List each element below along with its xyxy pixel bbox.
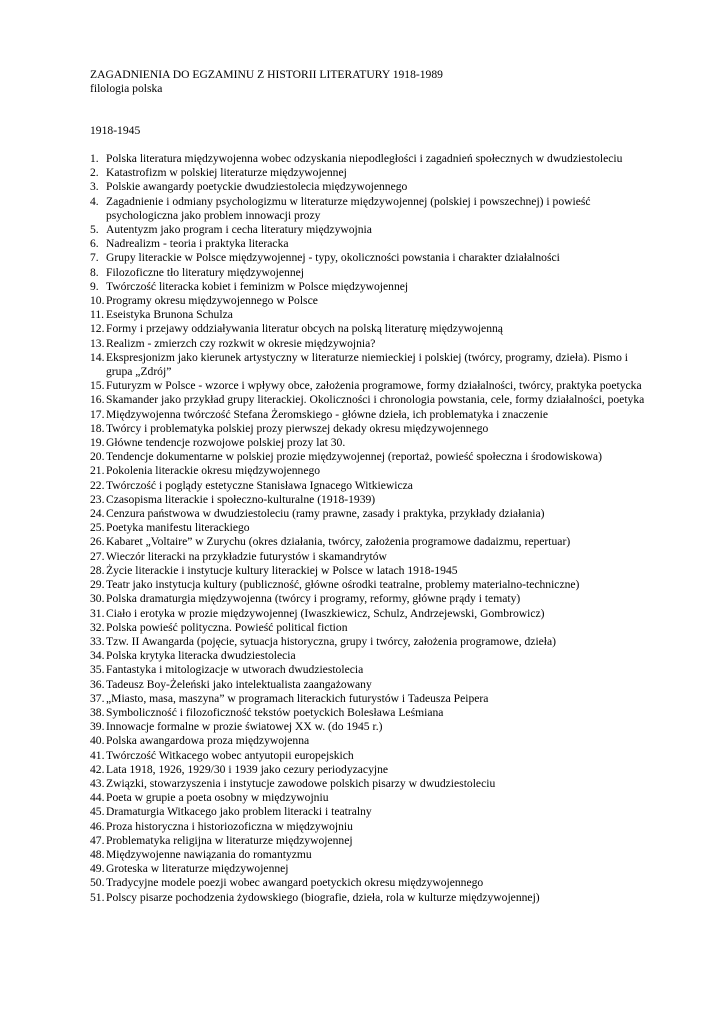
list-item-number: 36. <box>90 677 105 691</box>
list-item-text: Skamander jako przykład grupy literackiej. Okoliczności i chronologia powstania, cele, formy działalności, poetyka <box>106 393 645 407</box>
list-item-number: 37. <box>90 691 105 705</box>
list-item-number: 46. <box>90 819 105 833</box>
list-item <box>90 777 650 791</box>
list-item <box>90 479 650 493</box>
list-item-text: Fantastyka i mitologizacje w utworach dwudziestolecia <box>106 663 364 677</box>
list-item <box>90 493 650 507</box>
list-item-text: Tradycyjne modele poezji wobec awangard poetyckich okresu międzywojennego <box>106 876 484 890</box>
list-item-number: 33. <box>90 634 105 648</box>
list-item <box>90 308 650 322</box>
list-item-number: 39. <box>90 720 105 734</box>
list-item <box>90 464 650 478</box>
list-item-text: Autentyzm jako program i cecha literatury międzywojnia <box>106 223 372 237</box>
list-item-number: 31. <box>90 606 105 620</box>
list-item <box>90 692 650 706</box>
list-item-number: 34. <box>90 649 105 663</box>
list-item-text: Filozoficzne tło literatury międzywojennej <box>106 265 304 279</box>
list-item <box>90 195 650 223</box>
list-item-text: Formy i przejawy oddziaływania literatur obcych na polską literaturę międzywojenną <box>106 322 503 336</box>
list-item-text: Teatr jako instytucja kultury (publiczność, główne ośrodki teatralne, problemy materialno-techniczne) <box>106 578 580 592</box>
list-item <box>90 166 650 180</box>
list-item <box>90 180 650 194</box>
list-item <box>90 635 650 649</box>
list-item-text: Symboliczność i filozoficzność tekstów poetyckich Bolesława Leśmiana <box>106 705 444 719</box>
list-item-number: 3. <box>90 180 99 194</box>
list-item-text: Tadeusz Boy-Żeleński jako intelektualista zaangażowany <box>106 677 372 691</box>
list-item <box>90 266 650 280</box>
document-header <box>90 68 443 96</box>
document-subtitle: filologia polska <box>90 82 163 96</box>
list-item <box>90 891 650 905</box>
list-item-number: 25. <box>90 521 105 535</box>
list-item-text: Lata 1918, 1926, 1929/30 i 1939 jako cezury periodyzacyjne <box>106 762 389 776</box>
list-item-number: 51. <box>90 890 105 904</box>
list-item-text: Cenzura państwowa w dwudziestoleciu (ramy prawne, zasady i praktyka, przykłady działania) <box>106 507 545 521</box>
list-item <box>90 152 650 166</box>
list-item-text: Twórcy i problematyka polskiej prozy pierwszej dekady okresu międzywojennego <box>106 421 489 435</box>
list-item <box>90 351 650 379</box>
list-item-number: 14. <box>90 350 105 364</box>
list-item-number: 47. <box>90 833 105 847</box>
list-item-number: 9. <box>90 279 99 293</box>
list-item-text: Futuryzm w Polsce - wzorce i wpływy obce, założenia programowe, formy działalności, twórcy, praktyka poetycka <box>106 379 642 393</box>
list-item-number: 15. <box>90 379 105 393</box>
list-item-number: 50. <box>90 876 105 890</box>
list-item-number: 49. <box>90 862 105 876</box>
list-item-text: Ekspresjonizm jako kierunek artystyczny w literaturze niemieckiej i polskiej (twórcy, programy, dzieła). Pismo i grupa „Zdrój” <box>106 350 628 379</box>
list-item-number: 5. <box>90 223 99 237</box>
list-item <box>90 663 650 677</box>
list-item-text: Polska dramaturgia międzywojenna (twórcy i programy, reformy, główne prądy i tematy) <box>106 592 521 606</box>
list-item-number: 20. <box>90 450 105 464</box>
list-item-number: 12. <box>90 322 105 336</box>
list-item-text: Polska awangardowa proza międzywojenna <box>106 734 310 748</box>
list-item-text: Polska literatura międzywojenna wobec odzyskania niepodległości i zagadnień społecznych w dwudziestoleciu <box>106 152 623 165</box>
list-item <box>90 820 650 834</box>
list-item-text: Proza historyczna i historiozoficzna w międzywojniu <box>106 819 353 833</box>
list-item <box>90 223 650 237</box>
list-item-text: Tzw. II Awangarda (pojęcie, sytuacja historyczna, grupy i twórcy, założenia programowe, dzieła) <box>106 634 557 648</box>
list-item-text: Kabaret „Voltaire” w Zurychu (okres działania, twórcy, założenia programowe dadaizmu, repertuar) <box>106 535 571 549</box>
list-item-number: 29. <box>90 578 105 592</box>
list-item-text: Polska powieść polityczna. Powieść political fiction <box>106 620 348 634</box>
list-item-number: 43. <box>90 776 105 790</box>
list-item <box>90 876 650 890</box>
list-item <box>90 578 650 592</box>
list-item <box>90 592 650 606</box>
list-item <box>90 251 650 265</box>
list-item <box>90 763 650 777</box>
list-item <box>90 791 650 805</box>
list-item-text: Grupy literackie w Polsce międzywojennej - typy, okoliczności powstania i charakter działalności <box>106 251 560 265</box>
list-item <box>90 749 650 763</box>
list-item-number: 42. <box>90 762 105 776</box>
list-item-number: 30. <box>90 592 105 606</box>
list-item-text: Poeta w grupie a poeta osobny w międzywojniu <box>106 791 329 805</box>
list-item-number: 10. <box>90 294 105 308</box>
list-item <box>90 294 650 308</box>
list-item <box>90 322 650 336</box>
list-item <box>90 550 650 564</box>
list-item-number: 44. <box>90 791 105 805</box>
list-item-number: 24. <box>90 507 105 521</box>
list-item-text: Związki, stowarzyszenia i instytucje zawodowe polskich pisarzy w dwudziestoleciu <box>106 776 496 790</box>
list-item-number: 48. <box>90 847 105 861</box>
list-item-text: Pokolenia literackie okresu międzywojennego <box>106 464 321 478</box>
list-item-number: 26. <box>90 535 105 549</box>
list-item-number: 23. <box>90 492 105 506</box>
topic-list <box>90 152 650 905</box>
list-item <box>90 507 650 521</box>
list-item-number: 7. <box>90 251 99 265</box>
list-item-text: Twórczość i poglądy estetyczne Stanisława Ignacego Witkiewicza <box>106 478 413 492</box>
list-item <box>90 834 650 848</box>
document-title: ZAGADNIENIA DO EGZAMINU Z HISTORII LITERATURY 1918-1989 <box>90 68 443 81</box>
list-item-number: 16. <box>90 393 105 407</box>
list-item <box>90 379 650 393</box>
list-item-text: Poetyka manifestu literackiego <box>106 521 250 535</box>
list-item-number: 4. <box>90 194 99 208</box>
list-item <box>90 393 650 407</box>
list-item-number: 18. <box>90 421 105 435</box>
list-item-number: 19. <box>90 436 105 450</box>
list-item-number: 45. <box>90 805 105 819</box>
list-item-text: Zagadnienie i odmiany psychologizmu w literaturze międzywojennej (polskiej i powszechnej) i powieść psychologiczna jako problem innowacji prozy <box>106 194 591 222</box>
list-item-number: 32. <box>90 620 105 634</box>
list-item <box>90 280 650 294</box>
list-item-text: Dramaturgia Witkacego jako problem literacki i teatralny <box>106 805 372 819</box>
list-item-number: 11. <box>90 308 105 322</box>
list-item-text: Twórczość literacka kobiet i feminizm w Polsce międzywojennej <box>106 279 409 293</box>
list-item-number: 40. <box>90 734 105 748</box>
list-item-text: Ciało i erotyka w prozie międzywojennej (Iwaszkiewicz, Schulz, Andrzejewski, Gombrowicz) <box>106 606 545 620</box>
list-item <box>90 408 650 422</box>
list-item-number: 38. <box>90 705 105 719</box>
list-item <box>90 607 650 621</box>
list-item-text: Polskie awangardy poetyckie dwudziestolecia międzywojennego <box>106 180 408 194</box>
list-item-text: Realizm - zmierzch czy rozkwit w okresie międzywojnia? <box>106 336 376 350</box>
list-item <box>90 862 650 876</box>
list-item <box>90 436 650 450</box>
list-item-number: 27. <box>90 549 105 563</box>
list-item <box>90 706 650 720</box>
list-item-number: 35. <box>90 663 105 677</box>
list-item-text: Katastrofizm w polskiej literaturze międzywojennej <box>106 166 347 180</box>
list-item <box>90 450 650 464</box>
list-item-text: Twórczość Witkacego wobec antyutopii europejskich <box>106 748 354 762</box>
list-item-number: 21. <box>90 464 105 478</box>
list-item-text: Innowacje formalne w prozie światowej XX w. (do 1945 r.) <box>106 720 383 734</box>
list-item-text: „Miasto, masa, maszyna” w programach literackich futurystów i Tadeusza Peipera <box>106 691 489 705</box>
list-item <box>90 734 650 748</box>
list-item-number: 1. <box>90 152 99 165</box>
list-item <box>90 720 650 734</box>
list-item-text: Polska krytyka literacka dwudziestolecia <box>106 649 296 663</box>
list-item-text: Eseistyka Brunona Schulza <box>106 308 233 322</box>
list-item-number: 17. <box>90 407 105 421</box>
list-item <box>90 805 650 819</box>
list-item-text: Międzywojenne nawiązania do romantyzmu <box>106 847 312 861</box>
list-item-number: 41. <box>90 748 105 762</box>
list-item-number: 28. <box>90 563 105 577</box>
list-item-text: Wieczór literacki na przykładzie futurystów i skamandrytów <box>106 549 387 563</box>
list-item-text: Nadrealizm - teoria i praktyka literacka <box>106 237 289 251</box>
list-item <box>90 649 650 663</box>
list-item-number: 6. <box>90 237 99 251</box>
list-item <box>90 848 650 862</box>
list-item <box>90 535 650 549</box>
list-item-text: Polscy pisarze pochodzenia żydowskiego (biografie, dzieła, rola w kulturze międzywojennej) <box>106 890 540 904</box>
list-item-text: Czasopisma literackie i społeczno-kulturalne (1918-1939) <box>106 492 376 506</box>
list-item-text: Groteska w literaturze międzywojennej <box>106 862 289 876</box>
list-item-number: 8. <box>90 265 99 279</box>
list-item <box>90 237 650 251</box>
list-item <box>90 422 650 436</box>
list-item-text: Międzywojenna twórczość Stefana Żeromskiego - główne dzieła, ich problematyka i znaczenie <box>106 407 548 421</box>
list-item-text: Główne tendencje rozwojowe polskiej prozy lat 30. <box>106 436 346 450</box>
list-item <box>90 678 650 692</box>
period-heading: 1918-1945 <box>90 124 141 137</box>
list-item-number: 13. <box>90 336 105 350</box>
list-item <box>90 621 650 635</box>
list-item-text: Problematyka religijna w literaturze międzywojennej <box>106 833 353 847</box>
list-item-text: Programy okresu międzywojennego w Polsce <box>106 294 318 308</box>
list-item-text: Życie literackie i instytucje kultury literackiej w Polsce w latach 1918-1945 <box>106 563 458 577</box>
list-item <box>90 521 650 535</box>
list-item-number: 2. <box>90 166 99 180</box>
list-item-number: 22. <box>90 478 105 492</box>
list-item <box>90 564 650 578</box>
list-item-text: Tendencje dokumentarne w polskiej prozie międzywojennej (reportaż, powieść społeczna i środowiskowa) <box>106 450 602 464</box>
list-item <box>90 337 650 351</box>
